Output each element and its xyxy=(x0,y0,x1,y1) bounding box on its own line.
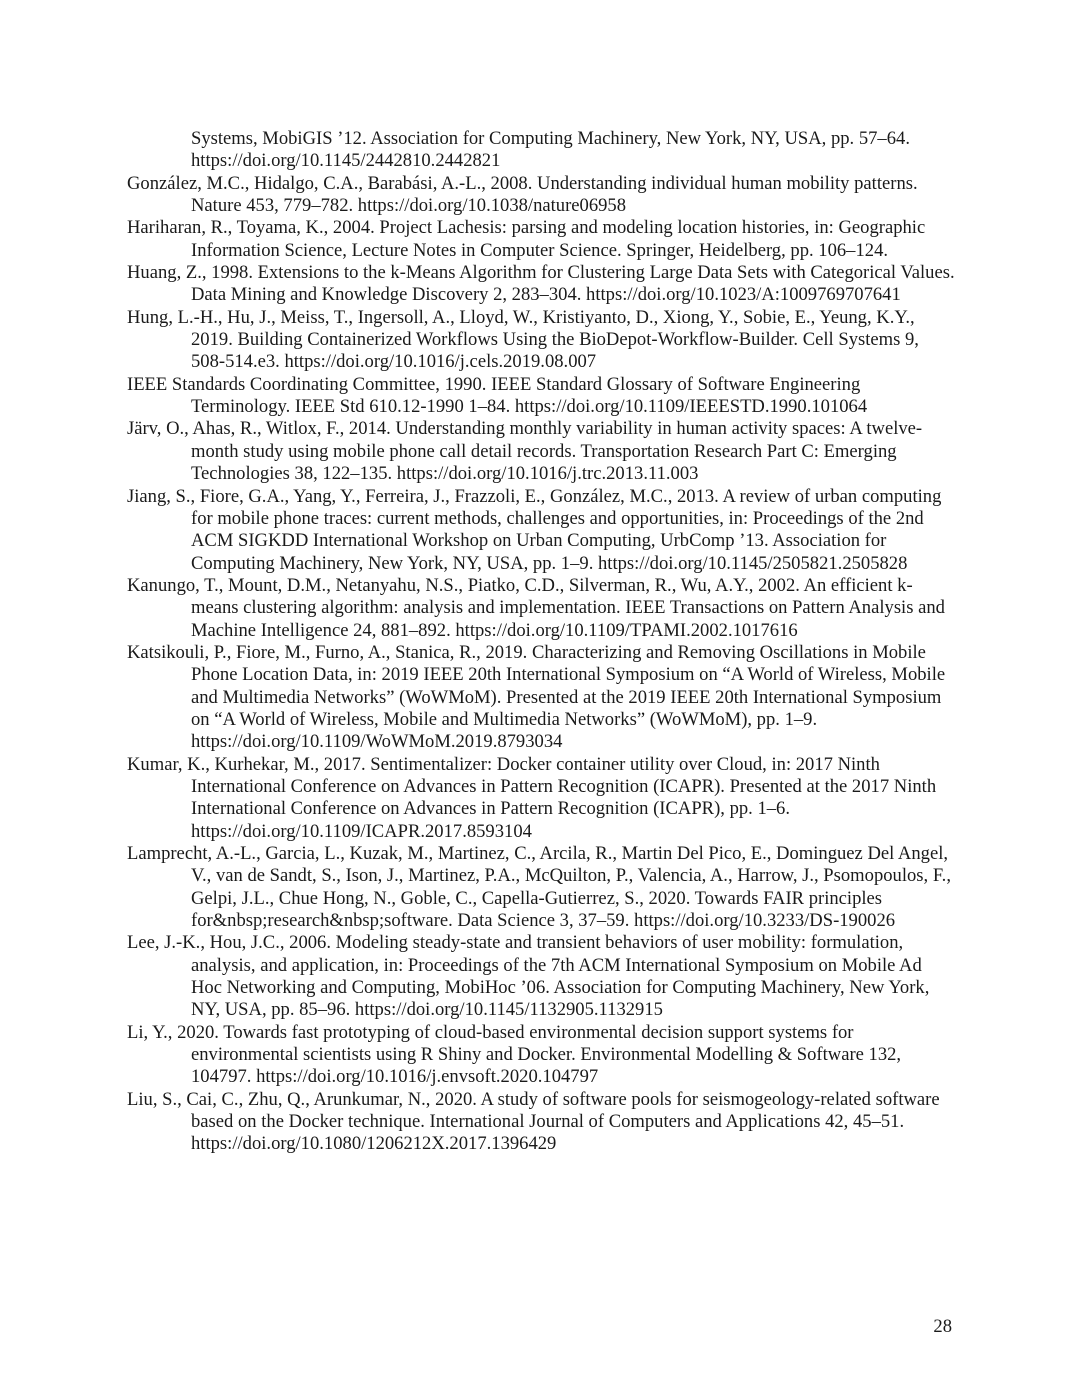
reference-entry: Li, Y., 2020. Towards fast prototyping of cloud-based environmental decision support systems for environmental scientists using R Shiny and Docker. Environmental Modelling & Software 132, 104797. https://doi.org/10.1016/j.envsoft.2020.104797 xyxy=(127,1021,902,1088)
reference-entry: Katsikouli, P., Fiore, M., Furno, A., Stanica, R., 2019. Characterizing and Removing Oscillations in Mobile Phone Location Data, in: 2019 IEEE 20th International Symposium on “A World of Wireless, Mobile and Multimedia Networks” (WoWMoM). Presented at the 2019 IEEE 20th International Symposium on “A World of Wireless, Mobile and Multimedia Networks” (WoWMoM), pp. 1–9. https://doi.org/10.1109/WoWMoM.2019.8793034 xyxy=(127,641,946,753)
reference-entry: Huang, Z., 1998. Extensions to the k-Means Algorithm for Clustering Large Data Sets with Categorical Values. Data Mining and Knowledge Discovery 2, 283–304. https://doi.org/10.1023/A:1009769707641 xyxy=(127,262,955,306)
reference-entry: Järv, O., Ahas, R., Witlox, F., 2014. Understanding monthly variability in human activity spaces: A twelve-month study using mobile phone call detail records. Transportation Research Part C: Emerging Technologies 38, 122–135. https://doi.org/10.1016/j.trc.2013.11.003 xyxy=(127,418,923,485)
reference-entry: González, M.C., Hidalgo, C.A., Barabási, A.-L., 2008. Understanding individual human mobility patterns. Nature 453, 779–782. https://doi.org/10.1038/nature06958 xyxy=(127,172,918,217)
reference-entry: IEEE Standards Coordinating Committee, 1990. IEEE Standard Glossary of Software Engineering Terminology. IEEE Std 610.12-1990 1–84. https://doi.org/10.1109/IEEESTD.1990.101064 xyxy=(127,373,868,418)
page-number: 28 xyxy=(933,1316,952,1337)
reference-list xyxy=(127,128,957,1156)
reference-entry: Lamprecht, A.-L., Garcia, L., Kuzak, M., Martinez, C., Arcila, R., Martin Del Pico, E., Dominguez Del Angel, V., van de Sandt, S., Ison, J., Martinez, P.A., McQuilton, P., Valencia, A., Harrow, J., Psomopoulos, F., Gelpi, J.L., Chue Hong, N., Goble, C., Capella-Gutierrez, S., 2020. Towards FAIR principles for&nbsp;research&nbsp;software. Data Science 3, 37–59. https://doi.org/10.3233/DS-190026 xyxy=(127,843,951,932)
reference-entry: Hung, L.-H., Hu, J., Meiss, T., Ingersoll, A., Lloyd, W., Kristiyanto, D., Xiong, Y., Sobie, E., Yeung, K.Y., 2019. Building Containerized Workflows Using the BioDepot-Workflow-Builder. Cell Systems 9, 508-514.e3. https://doi.org/10.1016/j.cels.2019.08.007 xyxy=(127,306,919,373)
reference-entry: Lee, J.-K., Hou, J.C., 2006. Modeling steady-state and transient behaviors of user mobility: formulation, analysis, and application, in: Proceedings of the 7th ACM International Symposium on Mobile Ad Hoc Networking and Computing, MobiHoc ’06. Association for Computing Machinery, New York, NY, USA, pp. 85–96. https://doi.org/10.1145/1132905.1132915 xyxy=(127,932,930,1021)
reference-entry: Kumar, K., Kurhekar, M., 2017. Sentimentalizer: Docker container utility over Cloud, in: 2017 Ninth International Conference on Advances in Pattern Recognition (ICAPR). Presented at the 2017 Ninth International Conference on Advances in Pattern Recognition (ICAPR), pp. 1–6. https://doi.org/10.1109/ICAPR.2017.8593104 xyxy=(127,753,937,842)
reference-entry: Kanungo, T., Mount, D.M., Netanyahu, N.S., Piatko, C.D., Silverman, R., Wu, A.Y., 2002. An efficient k-means clustering algorithm: analysis and implementation. IEEE Transactions on Pattern Analysis and Machine Intelligence 24, 881–892. https://doi.org/10.1109/TPAMI.2002.1017616 xyxy=(127,574,945,641)
reference-entry: Hariharan, R., Toyama, K., 2004. Project Lachesis: parsing and modeling location histories, in: Geographic Information Science, Lecture Notes in Computer Science. Springer, Heidelberg, pp. 106–124. xyxy=(127,217,926,261)
reference-entry: Systems, MobiGIS ’12. Association for Computing Machinery, New York, NY, USA, pp. 57–64. https://doi.org/10.1145/2442810.2442821 xyxy=(191,128,910,172)
reference-entry: Jiang, S., Fiore, G.A., Yang, Y., Ferreira, J., Frazzoli, E., González, M.C., 2013. A review of urban computing for mobile phone traces: current methods, challenges and opportunities, in: Proceedings of the 2nd ACM SIGKDD International Workshop on Urban Computing, UrbComp ’13. Association for Computing Machinery, New York, NY, USA, pp. 1–9. https://doi.org/10.1145/2505821.2505828 xyxy=(127,485,942,574)
reference-entry: Liu, S., Cai, C., Zhu, Q., Arunkumar, N., 2020. A study of software pools for seismogeology-related software based on the Docker technique. International Journal of Computers and Applications 42, 45–51. https://doi.org/10.1080/1206212X.2017.1396429 xyxy=(127,1088,940,1155)
